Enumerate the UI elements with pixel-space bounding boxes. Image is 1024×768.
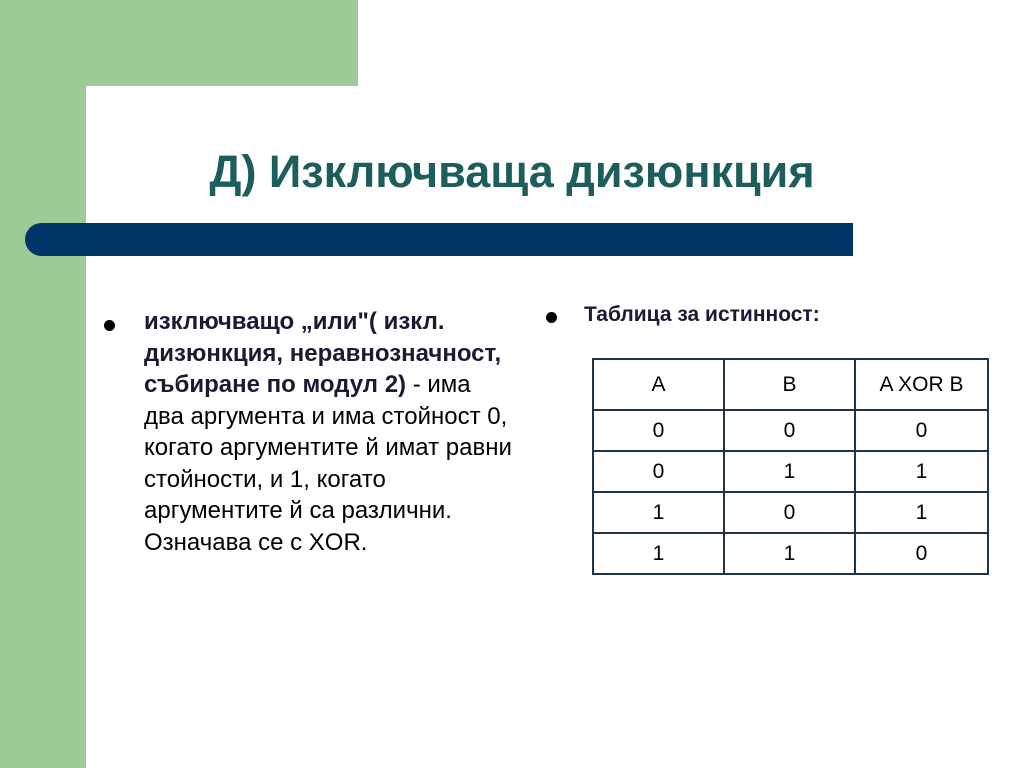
green-sidebar-decoration <box>0 0 86 768</box>
definition-note: Означава се с XOR. <box>144 528 368 556</box>
green-top-decoration <box>0 0 358 86</box>
bullet-icon <box>104 320 115 331</box>
title-underline-bar <box>25 223 853 256</box>
table-header-row <box>593 359 988 410</box>
table-row <box>593 533 988 574</box>
table-cell: 1 <box>593 492 724 533</box>
header-cell: A XOR B <box>855 359 988 410</box>
bullet-icon <box>546 312 557 323</box>
definition-dash: - <box>406 371 421 398</box>
definition-body: има два аргумента и има стойност 0, когато аргументите й имат равни стойности, и 1, когато аргументите й са различни. <box>144 371 512 524</box>
header-cell: A <box>593 359 724 410</box>
table-row <box>593 451 988 492</box>
table-cell: 0 <box>724 410 855 451</box>
table-cell: 0 <box>855 410 988 451</box>
table-cell: 1 <box>724 533 855 574</box>
slide-title: Д) Изключваща дизюнкция <box>209 146 815 197</box>
table-cell: 0 <box>593 410 724 451</box>
table-cell: 1 <box>855 451 988 492</box>
table-cell: 0 <box>593 451 724 492</box>
table-row <box>593 410 988 451</box>
truth-table-heading: Таблица за истинност: <box>584 303 820 326</box>
table-cell: 1 <box>724 451 855 492</box>
table-cell: 0 <box>855 533 988 574</box>
table-cell: 1 <box>593 533 724 574</box>
definition-bold: изключващо „или"( изкл. дизюнкция, неравнозначност, събиране по модул 2) <box>144 308 502 398</box>
table-row <box>593 492 988 533</box>
table-cell: 1 <box>855 492 988 533</box>
table-cell: 0 <box>724 492 855 533</box>
truth-table <box>592 358 989 575</box>
header-cell: B <box>724 359 855 410</box>
definition-text <box>144 306 514 558</box>
